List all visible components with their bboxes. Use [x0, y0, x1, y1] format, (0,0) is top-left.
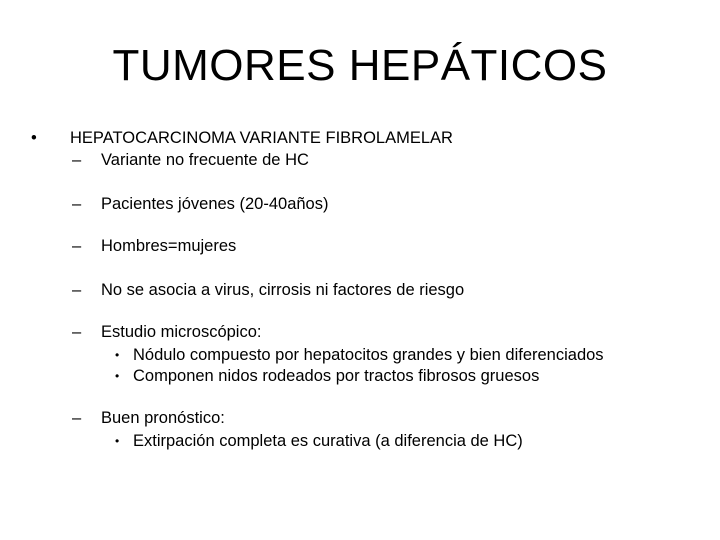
- slide-title: TUMORES HEPÁTICOS: [112, 41, 608, 90]
- sub-sub-item-text: Extirpación completa es curativa (a diferencia de HC): [133, 432, 523, 450]
- dash-marker: –: [72, 409, 82, 427]
- sub-item-text: Buen pronóstico:: [101, 409, 225, 427]
- dash-marker: –: [72, 151, 82, 169]
- dash-marker: –: [72, 323, 82, 341]
- sub-item-text: No se asocia a virus, cirrosis ni factores de riesgo: [101, 281, 465, 299]
- sub-item-text: Variante no frecuente de HC: [101, 151, 309, 169]
- sub-sub-item-text: Componen nidos rodeados por tractos fibrosos gruesos: [133, 367, 540, 385]
- dash-marker: –: [72, 237, 82, 255]
- sub-item-text: Hombres=mujeres: [101, 237, 237, 255]
- small-bullet-marker: •: [115, 434, 120, 448]
- dash-marker: –: [72, 195, 82, 213]
- sub-sub-item-text: Nódulo compuesto por hepatocitos grandes y bien diferenciados: [133, 346, 604, 364]
- dash-marker: –: [72, 281, 82, 299]
- sub-item-text: Estudio microscópico:: [101, 323, 262, 341]
- main-bullet-text: HEPATOCARCINOMA VARIANTE FIBROLAMELAR: [70, 129, 453, 147]
- bullet-marker: •: [31, 129, 37, 147]
- small-bullet-marker: •: [115, 369, 120, 383]
- small-bullet-marker: •: [115, 348, 120, 362]
- sub-item-text: Pacientes jóvenes (20-40años): [101, 195, 329, 213]
